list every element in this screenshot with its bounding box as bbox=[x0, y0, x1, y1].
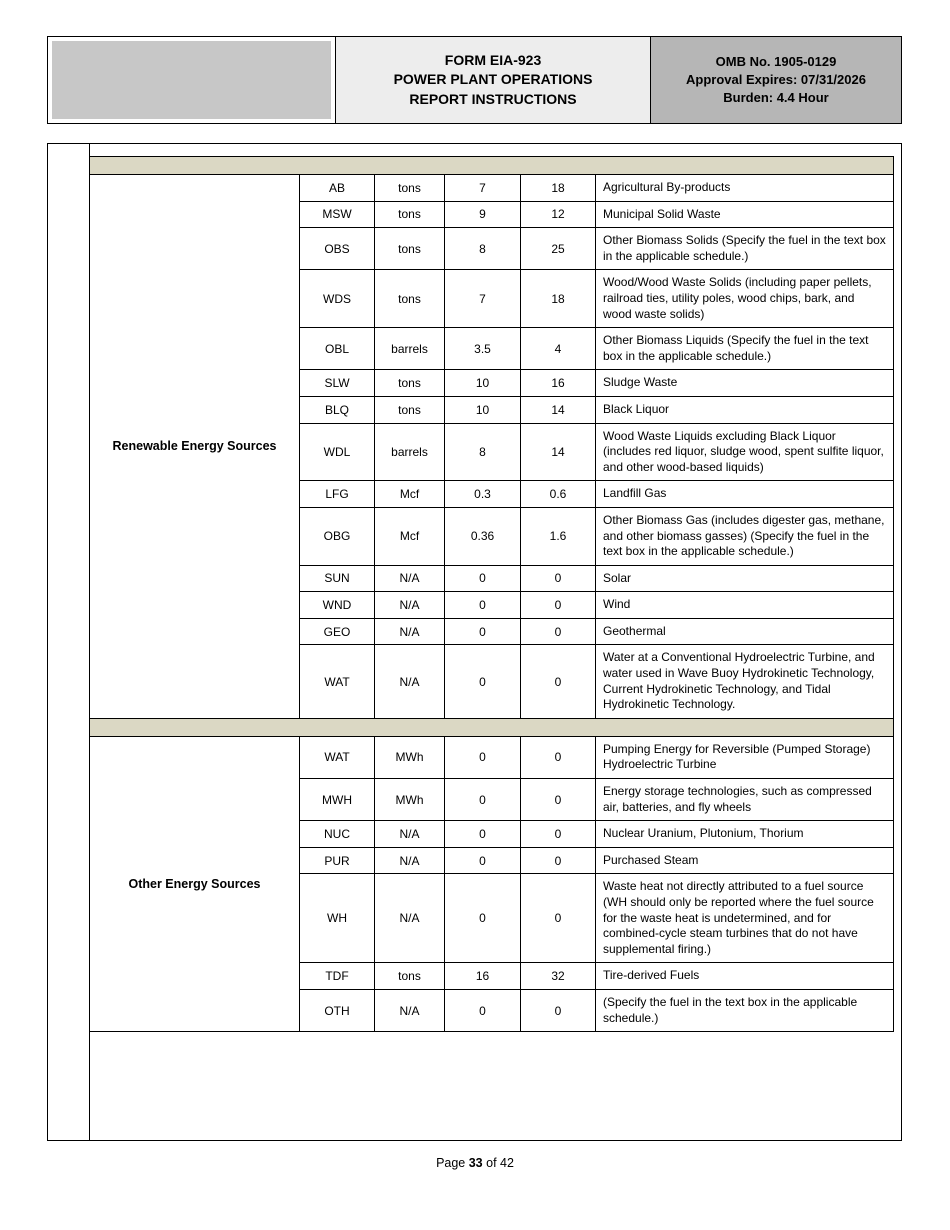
code-cell: LFG bbox=[300, 481, 375, 508]
unit-cell: barrels bbox=[375, 328, 445, 370]
min-heat-content-cell: 0 bbox=[445, 989, 521, 1031]
form-title-line1: FORM EIA-923 bbox=[444, 51, 542, 68]
max-heat-content-cell: 0 bbox=[521, 989, 596, 1031]
code-cell: OBS bbox=[300, 228, 375, 270]
code-cell: BLQ bbox=[300, 396, 375, 423]
min-heat-content-cell: 0 bbox=[445, 592, 521, 619]
description-cell: Landfill Gas bbox=[596, 481, 894, 508]
min-heat-content-cell: 0 bbox=[445, 736, 521, 778]
code-cell: WND bbox=[300, 592, 375, 619]
description-cell: Municipal Solid Waste bbox=[596, 201, 894, 228]
code-cell: OBG bbox=[300, 507, 375, 565]
unit-cell: Mcf bbox=[375, 481, 445, 508]
form-header bbox=[47, 36, 902, 124]
unit-cell: tons bbox=[375, 201, 445, 228]
max-heat-content-cell: 0 bbox=[521, 645, 596, 718]
unit-cell: tons bbox=[375, 270, 445, 328]
max-heat-content-cell: 14 bbox=[521, 423, 596, 481]
header-logo-placeholder bbox=[48, 37, 336, 123]
unit-cell: MWh bbox=[375, 736, 445, 778]
unit-cell: N/A bbox=[375, 847, 445, 874]
code-cell: WDL bbox=[300, 423, 375, 481]
min-heat-content-cell: 10 bbox=[445, 370, 521, 397]
unit-cell: Mcf bbox=[375, 507, 445, 565]
max-heat-content-cell: 1.6 bbox=[521, 507, 596, 565]
code-cell: SUN bbox=[300, 565, 375, 592]
group-label-cell: Renewable Energy Sources bbox=[90, 175, 300, 719]
description-cell: Tire-derived Fuels bbox=[596, 963, 894, 990]
omb-block bbox=[651, 37, 901, 123]
max-heat-content-cell: 18 bbox=[521, 175, 596, 202]
min-heat-content-cell: 0 bbox=[445, 847, 521, 874]
description-cell: Water at a Conventional Hydroelectric Turbine, and water used in Wave Buoy Hydrokinetic Technology, Current Hydrokinetic Technology, and Tidal Hydrokinetic Technology. bbox=[596, 645, 894, 718]
min-heat-content-cell: 0 bbox=[445, 874, 521, 963]
description-cell: Sludge Waste bbox=[596, 370, 894, 397]
max-heat-content-cell: 0 bbox=[521, 847, 596, 874]
min-heat-content-cell: 8 bbox=[445, 423, 521, 481]
unit-cell: N/A bbox=[375, 874, 445, 963]
logo-gray-block bbox=[52, 41, 331, 119]
min-heat-content-cell: 0 bbox=[445, 645, 521, 718]
code-cell: GEO bbox=[300, 618, 375, 645]
code-cell: TDF bbox=[300, 963, 375, 990]
code-cell: WAT bbox=[300, 645, 375, 718]
min-heat-content-cell: 0.36 bbox=[445, 507, 521, 565]
omb-expiry: Approval Expires: 07/31/2026 bbox=[686, 71, 866, 87]
footer-page-suffix: of 42 bbox=[482, 1156, 514, 1170]
page-footer bbox=[0, 1156, 950, 1170]
unit-cell: tons bbox=[375, 370, 445, 397]
form-title-line3: REPORT INSTRUCTIONS bbox=[409, 90, 577, 107]
code-cell: WAT bbox=[300, 736, 375, 778]
form-title-line2: POWER PLANT OPERATIONS bbox=[393, 71, 593, 88]
table-row bbox=[90, 175, 894, 202]
min-heat-content-cell: 9 bbox=[445, 201, 521, 228]
code-cell: OTH bbox=[300, 989, 375, 1031]
left-margin-rule bbox=[89, 144, 90, 1140]
max-heat-content-cell: 0 bbox=[521, 736, 596, 778]
table-row bbox=[90, 736, 894, 778]
description-cell: Wind bbox=[596, 592, 894, 619]
code-cell: WH bbox=[300, 874, 375, 963]
unit-cell: MWh bbox=[375, 779, 445, 821]
unit-cell: N/A bbox=[375, 565, 445, 592]
description-cell: Other Biomass Solids (Specify the fuel in the text box in the applicable schedule.) bbox=[596, 228, 894, 270]
code-cell: MSW bbox=[300, 201, 375, 228]
section-band bbox=[90, 157, 894, 175]
max-heat-content-cell: 0 bbox=[521, 874, 596, 963]
description-cell: Black Liquor bbox=[596, 396, 894, 423]
min-heat-content-cell: 0.3 bbox=[445, 481, 521, 508]
footer-page-number: 33 bbox=[468, 1156, 483, 1170]
max-heat-content-cell: 0 bbox=[521, 565, 596, 592]
code-cell: PUR bbox=[300, 847, 375, 874]
unit-cell: N/A bbox=[375, 618, 445, 645]
footer-page-prefix: Page bbox=[436, 1156, 469, 1170]
unit-cell: tons bbox=[375, 396, 445, 423]
max-heat-content-cell: 16 bbox=[521, 370, 596, 397]
code-cell: SLW bbox=[300, 370, 375, 397]
max-heat-content-cell: 12 bbox=[521, 201, 596, 228]
min-heat-content-cell: 8 bbox=[445, 228, 521, 270]
description-cell: Nuclear Uranium, Plutonium, Thorium bbox=[596, 821, 894, 848]
min-heat-content-cell: 0 bbox=[445, 821, 521, 848]
omb-number: OMB No. 1905-0129 bbox=[715, 53, 837, 69]
min-heat-content-cell: 7 bbox=[445, 175, 521, 202]
min-heat-content-cell: 16 bbox=[445, 963, 521, 990]
unit-cell: barrels bbox=[375, 423, 445, 481]
unit-cell: N/A bbox=[375, 645, 445, 718]
code-cell: AB bbox=[300, 175, 375, 202]
min-heat-content-cell: 3.5 bbox=[445, 328, 521, 370]
description-cell: Other Biomass Liquids (Specify the fuel in the text box in the applicable schedule.) bbox=[596, 328, 894, 370]
min-heat-content-cell: 10 bbox=[445, 396, 521, 423]
content-box bbox=[47, 143, 902, 1141]
description-cell: Energy storage technologies, such as compressed air, batteries, and fly wheels bbox=[596, 779, 894, 821]
description-cell: Waste heat not directly attributed to a fuel source (WH should only be reported where the fuel source for the waste heat is undetermined, and for combined-cycle steam turbines that do not have supplemental firing.) bbox=[596, 874, 894, 963]
section-band bbox=[90, 718, 894, 736]
unit-cell: tons bbox=[375, 963, 445, 990]
description-cell: (Specify the fuel in the text box in the applicable schedule.) bbox=[596, 989, 894, 1031]
unit-cell: tons bbox=[375, 228, 445, 270]
fuel-code-table bbox=[89, 156, 894, 1032]
code-cell: NUC bbox=[300, 821, 375, 848]
max-heat-content-cell: 0 bbox=[521, 618, 596, 645]
max-heat-content-cell: 25 bbox=[521, 228, 596, 270]
min-heat-content-cell: 0 bbox=[445, 779, 521, 821]
section-band-row bbox=[90, 157, 894, 175]
code-cell: MWH bbox=[300, 779, 375, 821]
code-cell: OBL bbox=[300, 328, 375, 370]
form-title-block bbox=[336, 37, 651, 123]
max-heat-content-cell: 0 bbox=[521, 592, 596, 619]
description-cell: Wood Waste Liquids excluding Black Liquor (includes red liquor, sludge wood, spent sulfite liquor, and other wood-based liquids) bbox=[596, 423, 894, 481]
description-cell: Solar bbox=[596, 565, 894, 592]
max-heat-content-cell: 32 bbox=[521, 963, 596, 990]
unit-cell: tons bbox=[375, 175, 445, 202]
description-cell: Geothermal bbox=[596, 618, 894, 645]
unit-cell: N/A bbox=[375, 821, 445, 848]
max-heat-content-cell: 0 bbox=[521, 779, 596, 821]
unit-cell: N/A bbox=[375, 592, 445, 619]
group-label-cell: Other Energy Sources bbox=[90, 736, 300, 1031]
max-heat-content-cell: 4 bbox=[521, 328, 596, 370]
description-cell: Purchased Steam bbox=[596, 847, 894, 874]
max-heat-content-cell: 14 bbox=[521, 396, 596, 423]
description-cell: Agricultural By-products bbox=[596, 175, 894, 202]
code-cell: WDS bbox=[300, 270, 375, 328]
max-heat-content-cell: 18 bbox=[521, 270, 596, 328]
max-heat-content-cell: 0.6 bbox=[521, 481, 596, 508]
description-cell: Pumping Energy for Reversible (Pumped Storage) Hydroelectric Turbine bbox=[596, 736, 894, 778]
min-heat-content-cell: 7 bbox=[445, 270, 521, 328]
min-heat-content-cell: 0 bbox=[445, 565, 521, 592]
max-heat-content-cell: 0 bbox=[521, 821, 596, 848]
description-cell: Wood/Wood Waste Solids (including paper pellets, railroad ties, utility poles, wood chips, bark, and wood waste solids) bbox=[596, 270, 894, 328]
section-band-row bbox=[90, 718, 894, 736]
unit-cell: N/A bbox=[375, 989, 445, 1031]
omb-burden: Burden: 4.4 Hour bbox=[723, 90, 829, 106]
min-heat-content-cell: 0 bbox=[445, 618, 521, 645]
description-cell: Other Biomass Gas (includes digester gas, methane, and other biomass gasses) (Specify the fuel in the text box in the applicable schedule.) bbox=[596, 507, 894, 565]
